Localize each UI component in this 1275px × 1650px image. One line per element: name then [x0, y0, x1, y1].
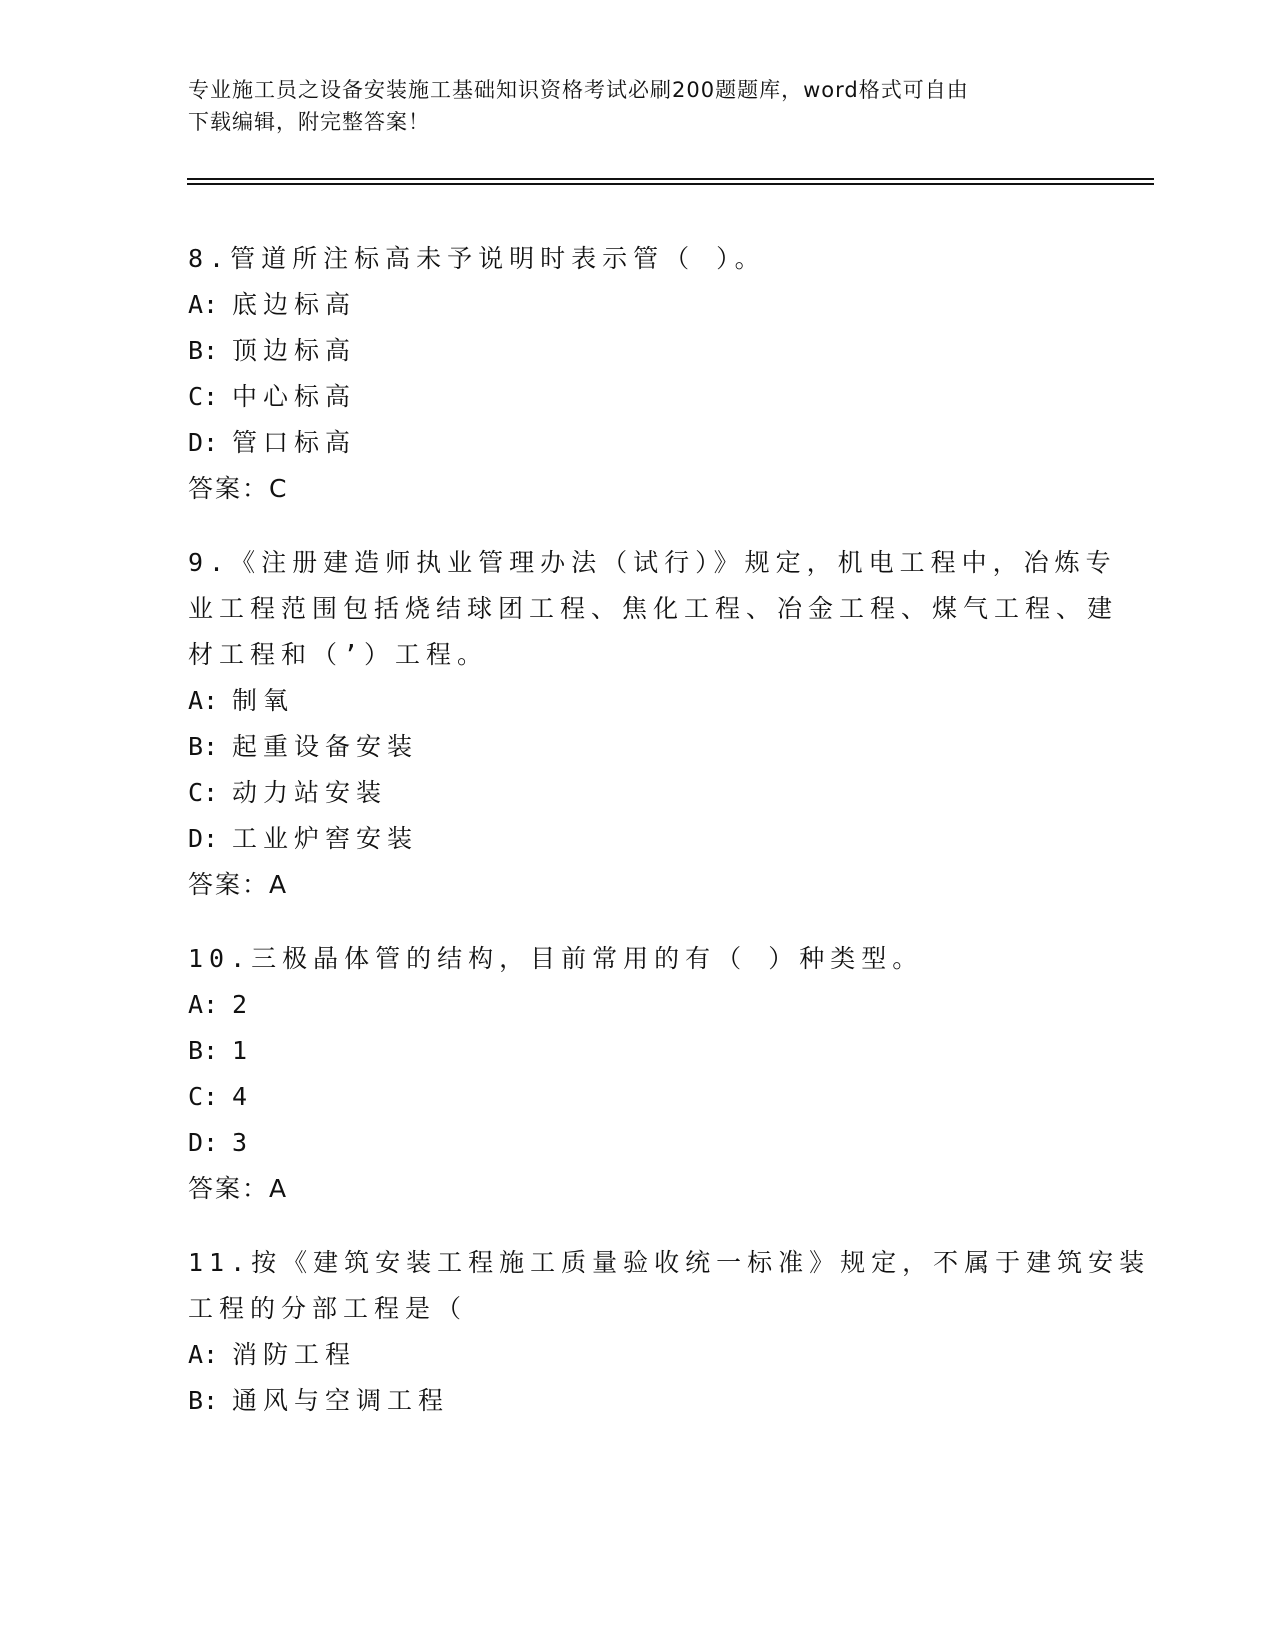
option-a	[188, 982, 1088, 1028]
question-10	[188, 936, 1088, 1212]
option-key: A:	[188, 1340, 219, 1369]
option-b	[188, 724, 1088, 770]
option-text: 起重设备安装	[232, 732, 419, 761]
question-11	[188, 1240, 1151, 1424]
option-b	[188, 1378, 1088, 1424]
question-list	[188, 236, 1151, 1452]
option-text: 1	[232, 1036, 254, 1065]
option-a	[188, 282, 1088, 328]
option-text: 动力站安装	[232, 778, 388, 807]
option-key: A:	[188, 290, 219, 319]
option-a	[188, 678, 1088, 724]
option-key: D:	[188, 1128, 219, 1157]
option-key: C:	[188, 382, 219, 411]
option-c	[188, 1074, 1088, 1120]
option-b	[188, 1028, 1088, 1074]
question-text: 业工程范围包括烧结球团工程、焦化工程、冶金工程、煤气工程、建	[188, 594, 1119, 623]
option-text: 制氧	[232, 686, 295, 715]
question-text: 10.三极晶体管的结构，目前常用的有（ ）种类型。	[188, 944, 924, 973]
option-text: 中心标高	[232, 382, 357, 411]
option-key: B:	[188, 336, 219, 365]
header-rule-top	[187, 178, 1154, 180]
option-key: C:	[188, 1082, 219, 1111]
answer-line: 答案：A	[188, 870, 289, 899]
header-line-2: 下载编辑，附完整答案！	[188, 110, 430, 134]
option-c	[188, 770, 1088, 816]
option-text: 顶边标高	[232, 336, 357, 365]
question-9	[188, 540, 1119, 908]
option-text: 通风与空调工程	[232, 1386, 450, 1415]
option-text: 3	[232, 1128, 254, 1157]
question-text: 11.按《建筑安装工程施工质量验收统一标准》规定，不属于建筑安装	[188, 1248, 1151, 1277]
option-key: B:	[188, 1386, 219, 1415]
option-d	[188, 816, 1088, 862]
header-rule-bottom	[187, 183, 1154, 185]
option-text: 管口标高	[232, 428, 357, 457]
option-text: 4	[232, 1082, 254, 1111]
question-text: 工程的分部工程是（	[188, 1294, 468, 1323]
question-text: 9.《注册建造师执业管理办法（试行）》规定，机电工程中，冶炼专	[188, 548, 1117, 577]
answer-line: 答案：A	[188, 1174, 289, 1203]
option-text: 底边标高	[232, 290, 357, 319]
option-d	[188, 1120, 1088, 1166]
document-header	[188, 74, 1068, 138]
answer-line: 答案：C	[188, 474, 289, 503]
option-key: D:	[188, 824, 219, 853]
option-key: D:	[188, 428, 219, 457]
option-text: 消防工程	[232, 1340, 357, 1369]
question-text: 材工程和（’）工程。	[188, 640, 489, 669]
option-text: 2	[232, 990, 254, 1019]
option-key: B:	[188, 1036, 219, 1065]
option-key: A:	[188, 686, 219, 715]
header-line-1: 专业施工员之设备安装施工基础知识资格考试必刷200题题库，word格式可自由	[188, 78, 969, 102]
question-text: 8.管道所注标高未予说明时表示管（ ）。	[188, 244, 766, 273]
option-d	[188, 420, 1088, 466]
option-c	[188, 374, 1088, 420]
option-text: 工业炉窖安装	[232, 824, 419, 853]
option-key: B:	[188, 732, 219, 761]
option-key: A:	[188, 990, 219, 1019]
option-b	[188, 328, 1088, 374]
option-key: C:	[188, 778, 219, 807]
question-8	[188, 236, 1088, 512]
option-a	[188, 1332, 1088, 1378]
